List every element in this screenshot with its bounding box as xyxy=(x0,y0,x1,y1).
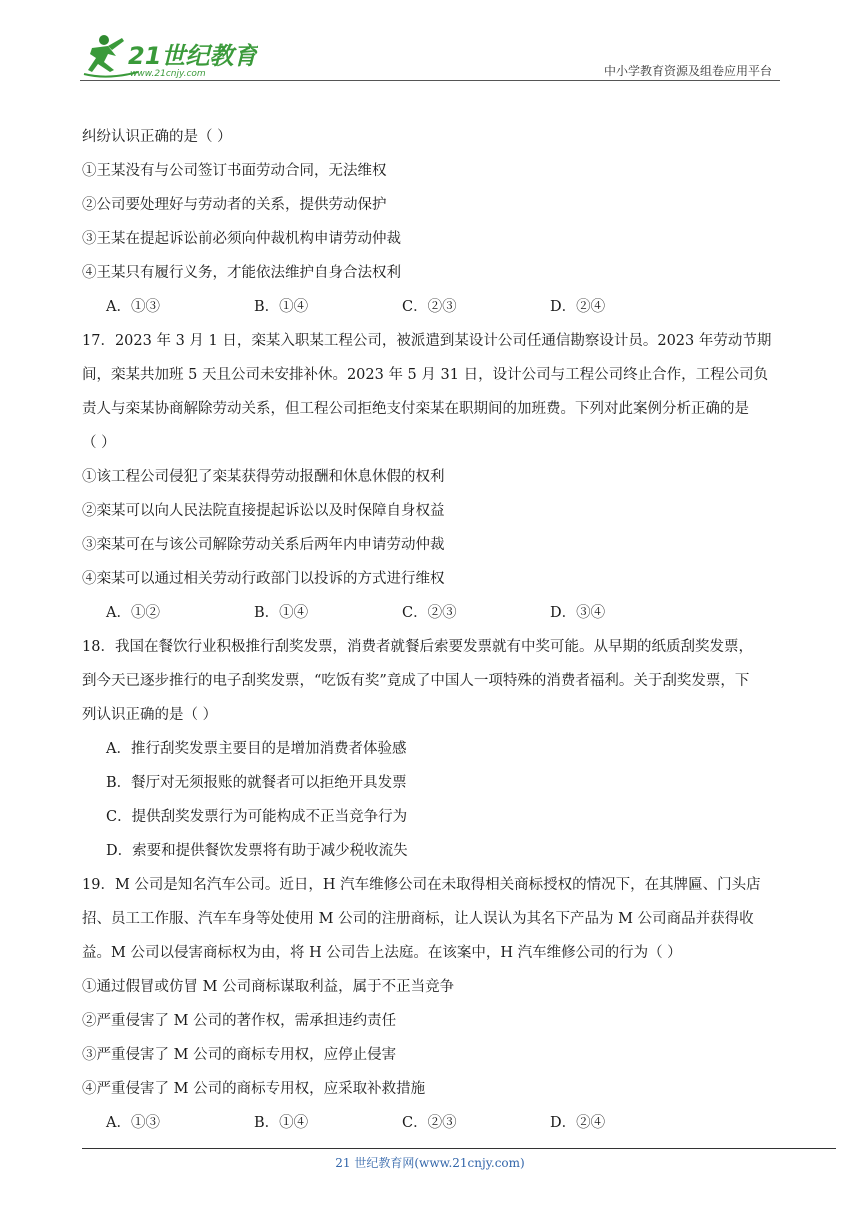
q19-stem-line-1: 19．M 公司是知名汽车公司。近日，H 汽车维修公司在未取得相关商标授权的情况下，在其牌匾、门头店 xyxy=(82,877,761,893)
q17-option-c[interactable]: C．②③ xyxy=(402,605,457,621)
q18-option-a[interactable]: A．推行刮奖发票主要目的是增加消费者体验感 xyxy=(106,741,407,757)
q16-option-c[interactable]: C．②③ xyxy=(402,299,457,315)
q19-option-a[interactable]: A．①③ xyxy=(106,1115,160,1131)
q18-option-c[interactable]: C．提供刮奖发票行为可能构成不正当竞争行为 xyxy=(106,809,408,825)
q16-item-1: ①王某没有与公司签订书面劳动合同，无法维权 xyxy=(82,163,387,179)
q19-item-3: ③严重侵害了 M 公司的商标专用权，应停止侵害 xyxy=(82,1047,397,1063)
q19-stem-line-3: 益。M 公司以侵害商标权为由，将 H 公司告上法庭。在该案中，H 汽车维修公司的行为（ ） xyxy=(82,945,682,961)
platform-slogan: 中小学教育资源及组卷应用平台 xyxy=(603,64,772,78)
q19-item-4: ④严重侵害了 M 公司的商标专用权，应采取补救措施 xyxy=(82,1081,426,1097)
footer-divider xyxy=(82,1148,836,1149)
q16-option-d[interactable]: D．②④ xyxy=(550,299,606,315)
q17-option-d[interactable]: D．③④ xyxy=(550,605,606,621)
q19-option-b[interactable]: B．①④ xyxy=(254,1115,309,1131)
q16-item-3: ③王某在提起诉讼前必须向仲裁机构申请劳动仲裁 xyxy=(82,231,401,247)
q19-item-2: ②严重侵害了 M 公司的著作权，需承担违约责任 xyxy=(82,1013,397,1029)
logo-text: 21世纪教育 xyxy=(128,42,258,70)
q17-item-2: ②栾某可以向人民法院直接提起诉讼以及时保障自身权益 xyxy=(82,503,445,519)
footer-link[interactable]: 21 世纪教育网(www.21cnjy.com) xyxy=(335,1156,525,1170)
q18-stem-line-2: 到今天已逐步推行的电子刮奖发票，“吃饭有奖”竟成了中国人一项特殊的消费者福利。关于刮奖发票，下 xyxy=(82,673,750,689)
q19-stem-line-2: 招、员工工作服、汽车车身等处使用 M 公司的注册商标，让人误认为其名下产品为 M 公司商品并获得收 xyxy=(82,911,754,927)
q16-item-4: ④王某只有履行义务，才能依法维护自身合法权利 xyxy=(82,265,401,281)
q18-stem-line-1: 18．我国在餐饮行业积极推行刮奖发票，消费者就餐后索要发票就有中奖可能。从早期的纸质刮奖发票， xyxy=(82,639,753,655)
q18-option-d[interactable]: D．索要和提供餐饮发票将有助于减少税收流失 xyxy=(106,843,408,859)
q16-options xyxy=(82,290,782,324)
q17-item-4: ④栾某可以通过相关劳动行政部门以投诉的方式进行维权 xyxy=(82,571,445,587)
q16-option-a[interactable]: A．①③ xyxy=(106,299,160,315)
question-content xyxy=(82,120,782,1140)
q16-item-2: ②公司要处理好与劳动者的关系，提供劳动保护 xyxy=(82,197,387,213)
q18-stem-line-3: 列认识正确的是（ ） xyxy=(82,707,218,723)
q18-option-b[interactable]: B．餐厅对无须报账的就餐者可以拒绝开具发票 xyxy=(106,775,407,791)
q19-option-d[interactable]: D．②④ xyxy=(550,1115,606,1131)
q17-stem-line-1: 17．2023 年 3 月 1 日，栾某入职某工程公司，被派遣到某设计公司任通信勘察设计员。2023 年劳动节期 xyxy=(82,333,772,349)
runner-logo-icon xyxy=(78,30,258,82)
q17-option-b[interactable]: B．①④ xyxy=(254,605,309,621)
q17-item-1: ①该工程公司侵犯了栾某获得劳动报酬和休息休假的权利 xyxy=(82,469,445,485)
q19-item-1: ①通过假冒或仿冒 M 公司商标谋取利益，属于不正当竞争 xyxy=(82,979,455,995)
q19-option-c[interactable]: C．②③ xyxy=(402,1115,457,1131)
q17-stem-line-2: 间，栾某共加班 5 天且公司未安排补休。2023 年 5 月 31 日，设计公司与工程公司终止合作，工程公司负 xyxy=(82,367,769,383)
q19-options xyxy=(82,1106,782,1140)
q17-item-3: ③栾某可在与该公司解除劳动关系后两年内申请劳动仲裁 xyxy=(82,537,445,553)
q16-stem-tail: 纠纷认识正确的是（ ） xyxy=(82,129,232,145)
page-header xyxy=(0,0,860,90)
q17-options xyxy=(82,596,782,630)
q17-stem-line-3: 责人与栾某协商解除劳动关系，但工程公司拒绝支付栾某在职期间的加班费。下列对此案例分析正确的是 xyxy=(82,401,749,417)
logo-url: www.21cnjy.com xyxy=(130,69,206,79)
site-logo[interactable] xyxy=(78,30,258,82)
q16-option-b[interactable]: B．①④ xyxy=(254,299,309,315)
q17-stem-line-4: （ ） xyxy=(82,435,116,451)
header-divider xyxy=(80,80,780,81)
q17-option-a[interactable]: A．①② xyxy=(106,605,160,621)
